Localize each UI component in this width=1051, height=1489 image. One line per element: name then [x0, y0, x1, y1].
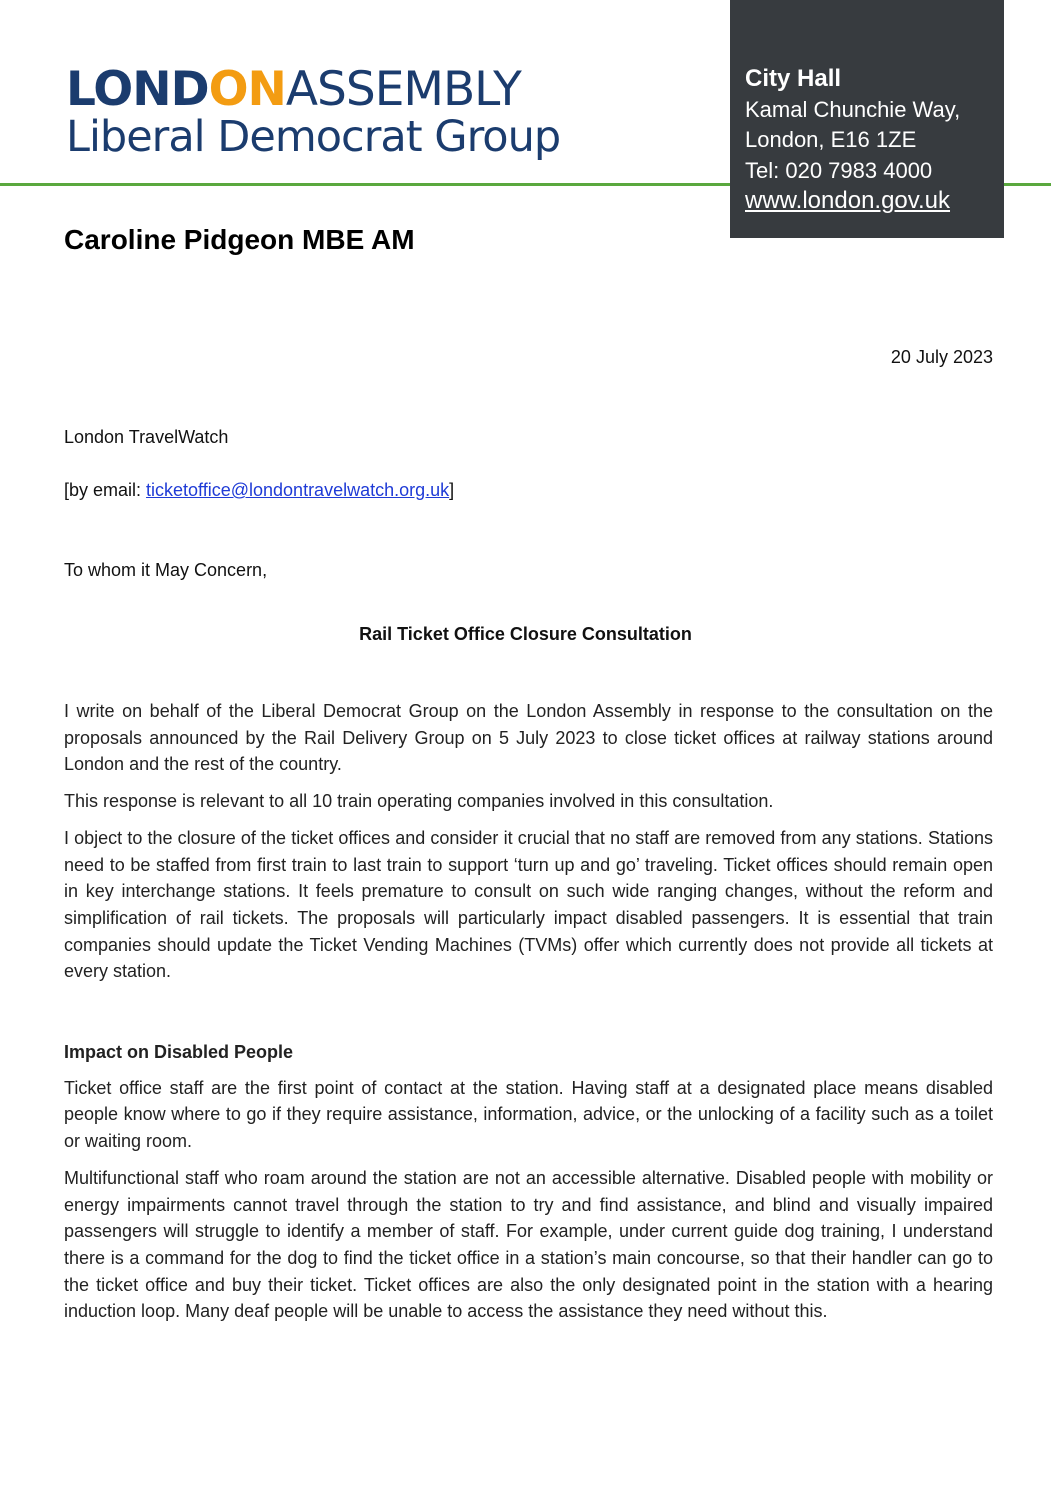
address-title: City Hall [745, 65, 842, 92]
address-box [730, 0, 1004, 238]
address-line-1: Kamal Chunchie Way, [745, 96, 961, 122]
author-name: Caroline Pidgeon MBE AM [64, 224, 415, 255]
address-line-2: London, E16 1ZE [745, 127, 917, 152]
body-paragraph: I object to the closure of the ticket offices and consider it crucial that no staff are removed from any stations. Stations need to be staffed from first train to last train to support ‘turn up and go’ traveling. Ticket offices should remain open in key interchange stations. It feels premature to consult on such wide ranging changes, without the reform and simplification of rail tickets. The proposals will particularly impact disabled passengers. It is essential that train companies should update the Ticket Vending Machines (TVMs) offer which currently does not provide all tickets at every station. [64, 827, 993, 982]
body-paragraph: This response is relevant to all 10 train operating companies involved in this consultation. [64, 791, 774, 812]
letter-date: 20 July 2023 [890, 347, 993, 367]
section-paragraph: Ticket office staff are the first point of contact at the station. Having staff at a designated place means disabled people know where to go if they require assistance, information, advice, or the unlocking of a facility such as a toilet or waiting room. [64, 1077, 993, 1152]
logo-line-1 [66, 62, 560, 117]
section-gap [64, 995, 993, 1039]
section-heading: Impact on Disabled People [64, 1042, 294, 1063]
address-tel: Tel: 020 7983 4000 [745, 157, 933, 183]
logo-word-on: ON [208, 62, 286, 117]
body-paragraph: I write on behalf of the Liberal Democrat Group on the London Assembly in response to the consultation on the proposals announced by the Rail Delivery Group on 5 July 2023 to close ticket offices at railway stations around London and the rest of the country. [64, 701, 993, 775]
email-link[interactable]: ticketoffice@londontravelwatch.org.uk [146, 480, 450, 500]
letter-body [64, 698, 993, 1335]
website-link[interactable]: www.london.gov.uk [745, 187, 951, 214]
recipient: London TravelWatch [64, 427, 229, 447]
section-paragraph: Multifunctional staff who roam around the station are not an accessible alternative. Disabled people with mobility or energy impairments cannot travel through the station to try and find assistance, and blind and visually impaired passengers will struggle to identify a member of staff. For example, under current guide dog training, I understand there is a command for the dog to find the ticket office in a station’s main concourse, so that their handler can go to the ticket office and buy their ticket. Ticket offices are also the only designated point in the station with a hearing induction loop. Many deaf people will be unable to access the assistance they need without this. [64, 1167, 993, 1322]
london-assembly-logo [66, 62, 561, 162]
email-suffix: ] [449, 480, 455, 500]
email-prefix: [by email: [64, 480, 147, 500]
email-line [64, 480, 454, 501]
salutation: To whom it May Concern, [64, 560, 268, 580]
subject-heading: Rail Ticket Office Closure Consultation [359, 624, 692, 644]
logo-word-lond: LOND [66, 62, 209, 117]
logo-word-assembly: ASSEMBLY [285, 62, 521, 117]
logo-line-2: Liberal Democrat Group [66, 112, 561, 162]
